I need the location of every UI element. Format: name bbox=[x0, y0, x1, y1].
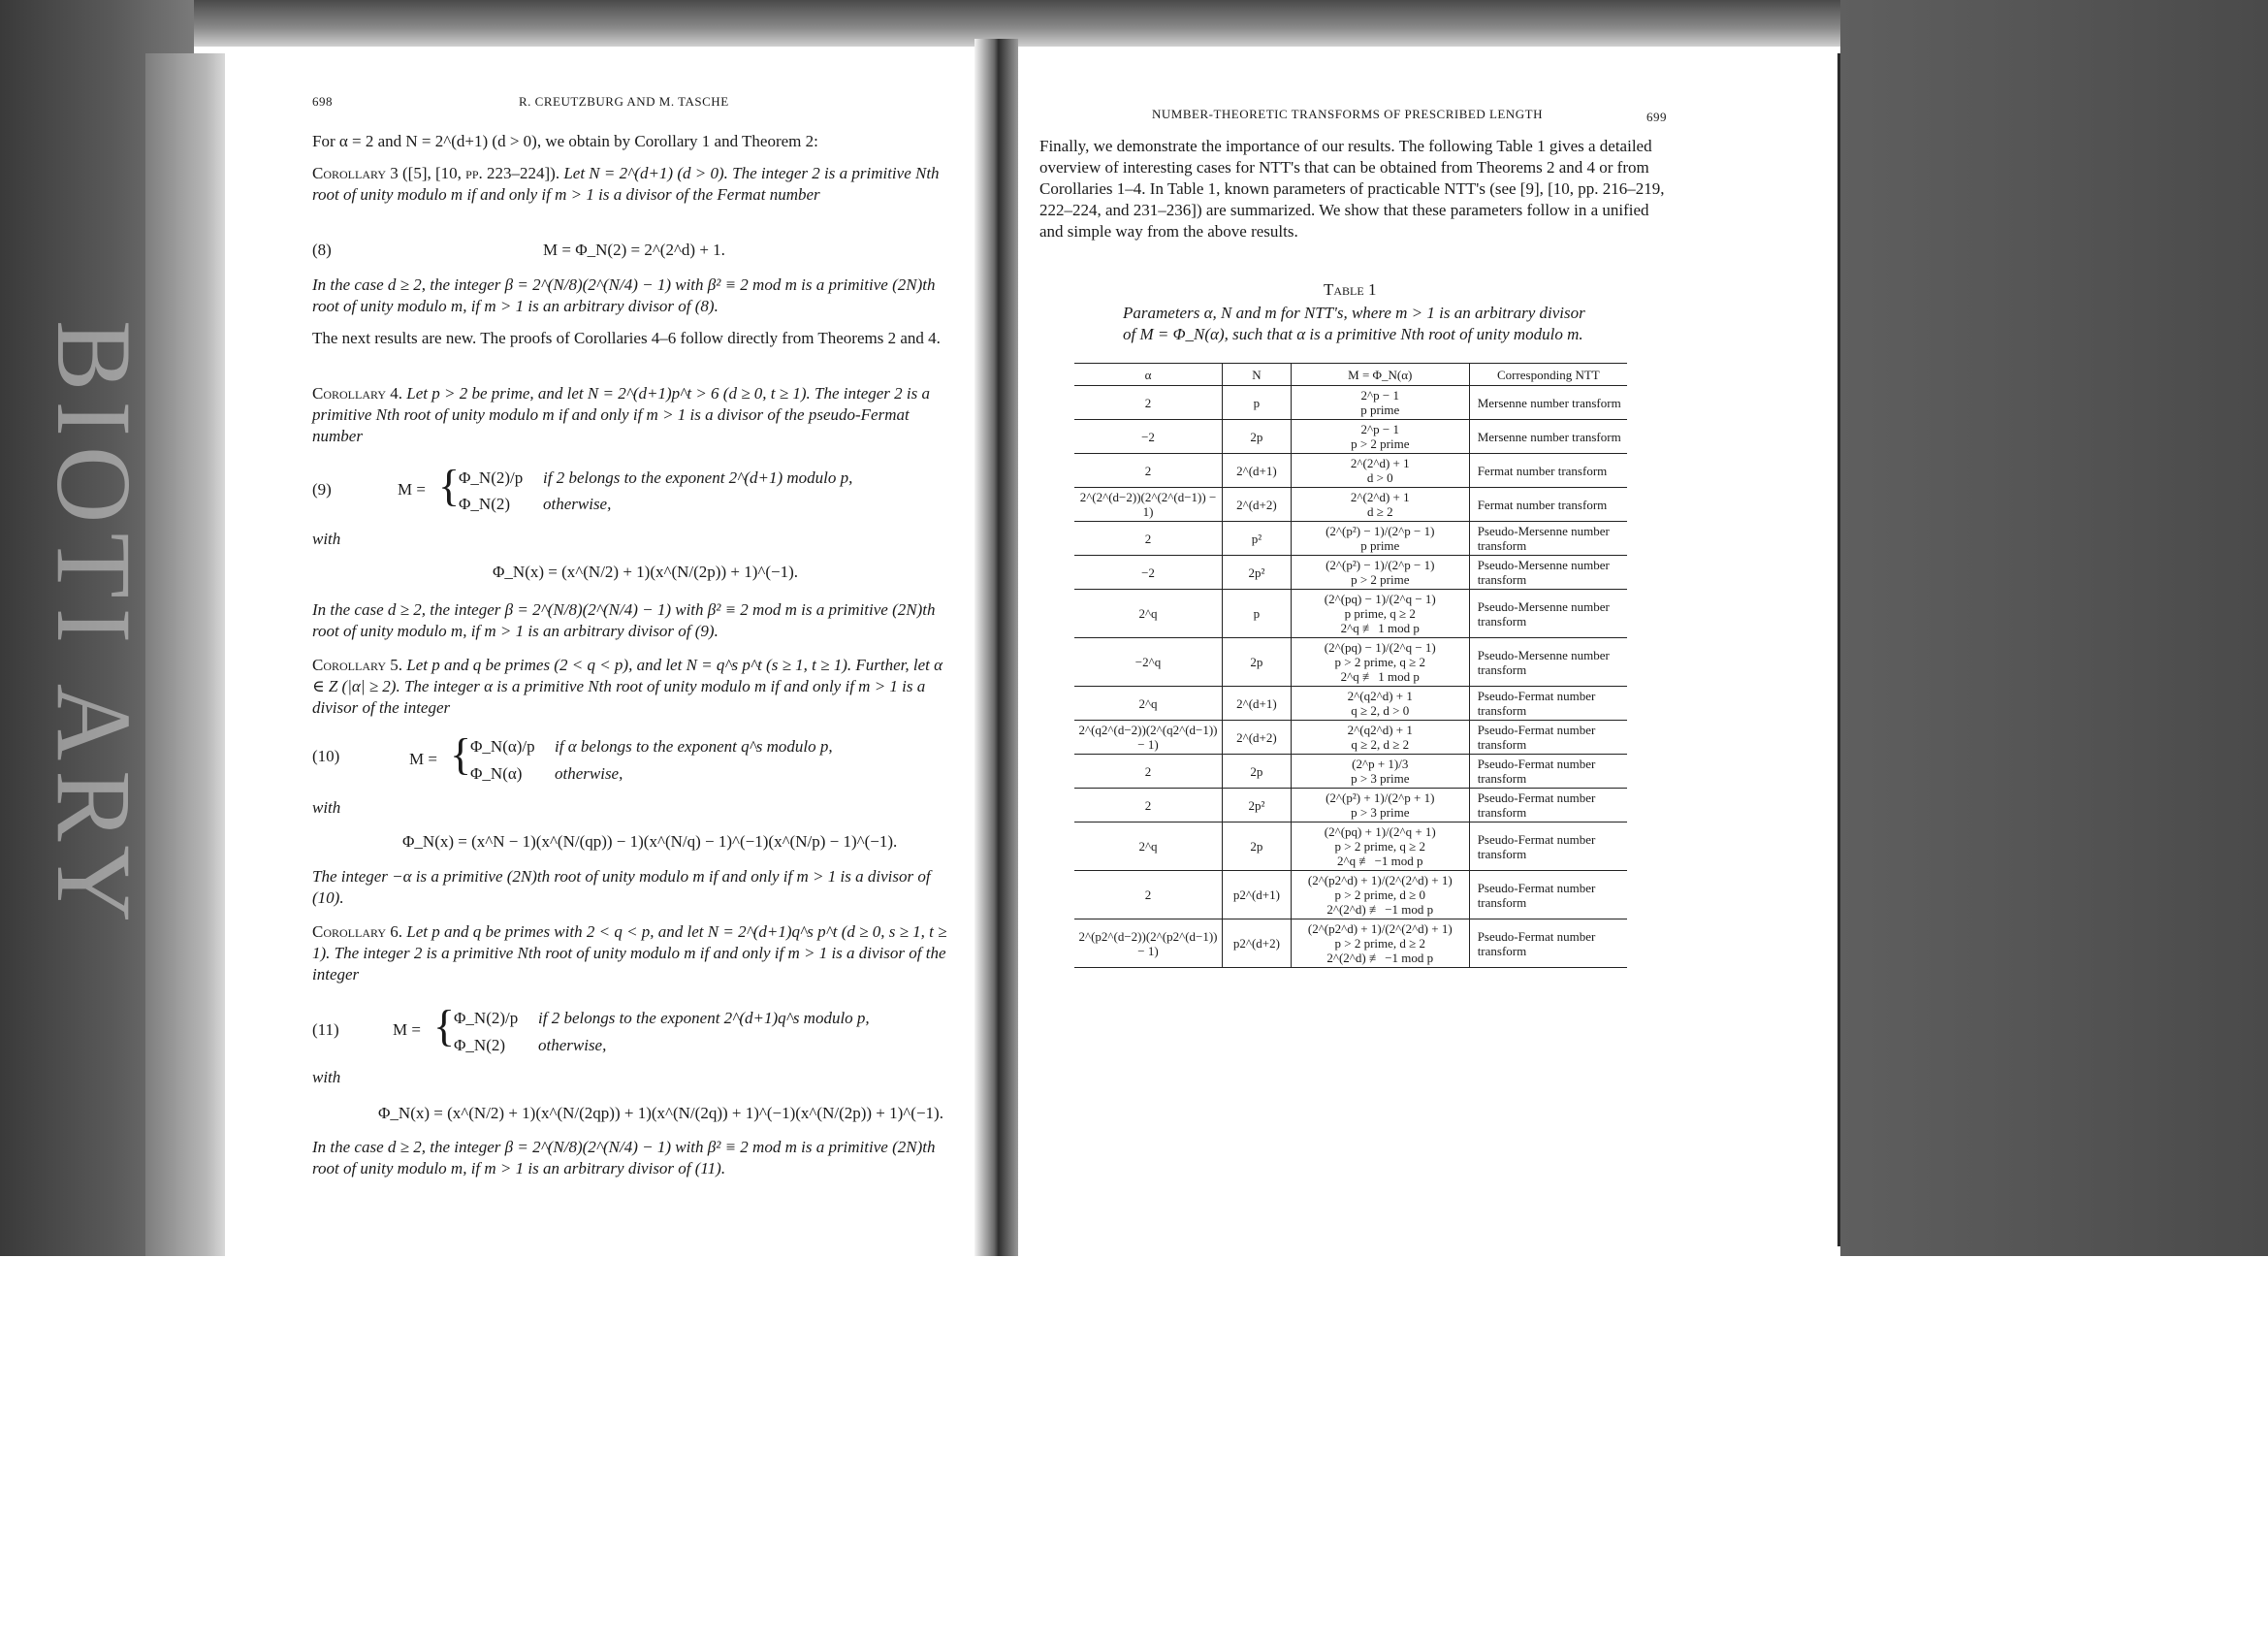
remark-after-10: The integer −α is a primitive (2N)th root of unity modulo m if and only if m > 1 is a divisor of (10). bbox=[312, 867, 931, 907]
cell-m-line: 2^p − 1 bbox=[1360, 388, 1399, 403]
column-header-n: N bbox=[1223, 364, 1292, 386]
cell-m-line: q ≥ 2, d > 0 bbox=[1351, 703, 1410, 718]
equation-9-case-2: Φ_N(2) bbox=[459, 495, 511, 513]
book-gutter bbox=[974, 39, 1018, 1256]
with-label-2: with bbox=[312, 798, 341, 817]
cell-n: 2^(d+1) bbox=[1223, 687, 1292, 721]
cell-ntt: Fermat number transform bbox=[1469, 488, 1627, 522]
cell-alpha: 2^(p2^(d−2))(2^(p2^(d−1)) − 1) bbox=[1074, 919, 1223, 968]
cell-alpha: 2 bbox=[1074, 789, 1223, 822]
cell-m bbox=[1291, 687, 1469, 721]
corollary-5-body: Let p and q be primes (2 < q < p), and let N = q^s p^t (s ≥ 1, t ≥ 1). Further, let α ∈ Z (|α| ≥ 2). The integer α is a primitive Nth root of unity modulo m if and only if m > 1 is a divisor of the integer bbox=[312, 656, 943, 717]
remark-after-8: In the case d ≥ 2, the integer β = 2^(N/8)(2^(N/4) − 1) with β² ≡ 2 mod m is a primitive (2N)th root of unity modulo m, if m > 1 is an arbitrary divisor of (8). bbox=[312, 275, 936, 315]
table-intro-paragraph: Finally, we demonstrate the importance of our results. The following Table 1 gives a detailed overview of interesting cases for NTT's that can be obtained from Theorems 2 and 4 or from Corollaries 1–4. In Table 1, known parameters of practicable NTT's (see [9], [10, pp. 216–219, 222–224, and 231–236]) are summarized. We show that these parameters follow in a unified and simple way from the above results. bbox=[1039, 137, 1665, 241]
cell-ntt: Pseudo-Fermat number transform bbox=[1469, 687, 1627, 721]
cell-n: 2p² bbox=[1223, 556, 1292, 590]
cell-n: 2^(d+1) bbox=[1223, 454, 1292, 488]
cell-m-line: 2^(2^d) + 1 bbox=[1350, 490, 1410, 504]
cell-m-line: 2^p − 1 bbox=[1360, 422, 1399, 436]
column-header-ntt: Corresponding NTT bbox=[1469, 364, 1627, 386]
cell-n: 2p² bbox=[1223, 789, 1292, 822]
with-label-3: with bbox=[312, 1068, 341, 1086]
cell-ntt: Pseudo-Fermat number transform bbox=[1469, 871, 1627, 919]
cell-m-line: 2^q ≢ −1 mod p bbox=[1337, 854, 1423, 868]
cell-m bbox=[1291, 789, 1469, 822]
equation-9-condition-2: otherwise, bbox=[543, 495, 612, 513]
cell-n: p2^(d+1) bbox=[1223, 871, 1292, 919]
cell-m bbox=[1291, 871, 1469, 919]
cell-n: 2p bbox=[1223, 755, 1292, 789]
cell-ntt: Fermat number transform bbox=[1469, 454, 1627, 488]
cell-m-line: p > 2 prime, d ≥ 2 bbox=[1334, 936, 1426, 951]
corollary-5-heading: Corollary 5. bbox=[312, 656, 403, 674]
cell-n: 2p bbox=[1223, 822, 1292, 871]
cell-alpha: 2 bbox=[1074, 871, 1223, 919]
cell-m bbox=[1291, 488, 1469, 522]
corollary-6 bbox=[312, 921, 947, 985]
table-row bbox=[1074, 789, 1627, 822]
cell-m bbox=[1291, 638, 1469, 687]
cell-m-line: p prime, q ≥ 2 bbox=[1344, 606, 1416, 621]
cell-m bbox=[1291, 420, 1469, 454]
cell-n: 2p bbox=[1223, 420, 1292, 454]
cell-m-line: (2^(pq) + 1)/(2^q + 1) bbox=[1324, 824, 1436, 839]
cell-m-line: 2^q ≢ 1 mod p bbox=[1340, 621, 1420, 635]
equation-11-case-1: Φ_N(2)/p bbox=[454, 1009, 519, 1027]
cell-m-line: (2^p + 1)/3 bbox=[1352, 757, 1409, 771]
intro-paragraph: For α = 2 and N = 2^(d+1) (d > 0), we obtain by Corollary 1 and Theorem 2: bbox=[312, 132, 818, 150]
cell-ntt: Pseudo-Fermat number transform bbox=[1469, 919, 1627, 968]
cell-alpha: 2 bbox=[1074, 522, 1223, 556]
cell-ntt: Pseudo-Fermat number transform bbox=[1469, 822, 1627, 871]
cell-m-line: p prime bbox=[1360, 538, 1400, 553]
cell-n: p² bbox=[1223, 522, 1292, 556]
cell-m-line: (2^(pq) − 1)/(2^q − 1) bbox=[1324, 592, 1436, 606]
table-row bbox=[1074, 386, 1627, 420]
right-page-edge bbox=[1837, 53, 1840, 1246]
cell-m bbox=[1291, 721, 1469, 755]
equation-10-phi: Φ_N(x) = (x^N − 1)(x^(N/(qp)) − 1)(x^(N/q) − 1)^(−1)(x^(N/p) − 1)^(−1). bbox=[402, 832, 898, 851]
table-row bbox=[1074, 822, 1627, 871]
equation-9-phi: Φ_N(x) = (x^(N/2) + 1)(x^(N/(2p)) + 1)^(−1). bbox=[493, 563, 798, 581]
running-head-right: NUMBER-THEORETIC TRANSFORMS OF PRESCRIBED LENGTH bbox=[1152, 107, 1543, 121]
table-row bbox=[1074, 721, 1627, 755]
equation-9-brace: { bbox=[438, 461, 461, 510]
equation-10-condition-2: otherwise, bbox=[555, 764, 623, 783]
corollary-6-body: Let p and q be primes with 2 < q < p, and let N = 2^(d+1)q^s p^t (d ≥ 0, s ≥ 1, t ≥ 1). The integer 2 is a primitive Nth root of unity modulo m if and only if m > 1 is a divisor of the integer bbox=[312, 922, 947, 984]
cell-alpha: −2 bbox=[1074, 556, 1223, 590]
table-row bbox=[1074, 556, 1627, 590]
cell-n: 2^(d+2) bbox=[1223, 488, 1292, 522]
equation-8-label: (8) bbox=[312, 241, 332, 259]
cell-m bbox=[1291, 590, 1469, 638]
cell-m bbox=[1291, 919, 1469, 968]
cell-alpha: 2 bbox=[1074, 755, 1223, 789]
equation-9-lhs: M = bbox=[398, 480, 426, 499]
cell-n: 2p bbox=[1223, 638, 1292, 687]
page-number-left: 698 bbox=[312, 94, 333, 109]
table-row bbox=[1074, 919, 1627, 968]
column-header-m: M = Φ_N(α) bbox=[1291, 364, 1469, 386]
equation-10-label: (10) bbox=[312, 747, 340, 765]
cell-m-line: (2^(pq) − 1)/(2^q − 1) bbox=[1324, 640, 1436, 655]
cell-m-line: p prime bbox=[1360, 403, 1400, 417]
equation-10-case-1: Φ_N(α)/p bbox=[470, 737, 535, 756]
corollary-3-heading: Corollary 3 ([5], [10, pp. 223–224]). bbox=[312, 164, 560, 182]
cell-m bbox=[1291, 454, 1469, 488]
cell-m-line: p > 2 prime, q ≥ 2 bbox=[1334, 655, 1426, 669]
cell-n: p2^(d+2) bbox=[1223, 919, 1292, 968]
table-row bbox=[1074, 687, 1627, 721]
corollary-4 bbox=[312, 383, 947, 447]
cell-n: p bbox=[1223, 386, 1292, 420]
page-edge-strip bbox=[145, 53, 233, 1256]
equation-11-condition-2: otherwise, bbox=[538, 1036, 607, 1054]
table-row bbox=[1074, 755, 1627, 789]
cell-m bbox=[1291, 386, 1469, 420]
equation-11-lhs: M = bbox=[393, 1020, 421, 1039]
equation-11-case-2: Φ_N(2) bbox=[454, 1036, 506, 1054]
cell-m bbox=[1291, 556, 1469, 590]
equation-9-label: (9) bbox=[312, 480, 332, 499]
cell-ntt: Pseudo-Mersenne number transform bbox=[1469, 556, 1627, 590]
cell-m-line: 2^(q2^d) + 1 bbox=[1347, 723, 1413, 737]
cell-m-line: d ≥ 2 bbox=[1366, 504, 1393, 519]
equation-10-brace: { bbox=[450, 729, 472, 779]
with-label-1: with bbox=[312, 530, 341, 548]
ntt-parameters-table bbox=[1074, 363, 1627, 968]
table-row bbox=[1074, 420, 1627, 454]
equation-11-label: (11) bbox=[312, 1020, 339, 1039]
table-row bbox=[1074, 522, 1627, 556]
cell-m bbox=[1291, 822, 1469, 871]
page-number-right: 699 bbox=[1646, 110, 1667, 124]
table-row bbox=[1074, 871, 1627, 919]
cell-ntt: Mersenne number transform bbox=[1469, 386, 1627, 420]
cell-alpha: 2^(q2^(d−2))(2^(q2^(d−1)) − 1) bbox=[1074, 721, 1223, 755]
cell-ntt: Pseudo-Fermat number transform bbox=[1469, 721, 1627, 755]
table-title: Table 1 bbox=[1324, 280, 1377, 299]
cell-alpha: 2 bbox=[1074, 386, 1223, 420]
cell-m-line: p > 2 prime, q ≥ 2 bbox=[1334, 839, 1426, 854]
cell-alpha: 2^q bbox=[1074, 687, 1223, 721]
cell-m-line: (2^(p2^d) + 1)/(2^(2^d) + 1) bbox=[1307, 873, 1453, 887]
cell-ntt: Mersenne number transform bbox=[1469, 420, 1627, 454]
cell-m-line: 2^(q2^d) + 1 bbox=[1347, 689, 1413, 703]
new-results-paragraph: The next results are new. The proofs of Corollaries 4–6 follow directly from Theorems 2 and 4. bbox=[312, 329, 941, 347]
equation-10-case-2: Φ_N(α) bbox=[470, 764, 523, 783]
cell-m-line: 2^(2^d) ≢ −1 mod p bbox=[1326, 902, 1434, 917]
cell-m-line: p > 2 prime bbox=[1351, 436, 1410, 451]
corollary-4-body: Let p > 2 be prime, and let N = 2^(d+1)p^t > 6 (d ≥ 0, t ≥ 1). The integer 2 is a primitive Nth root of unity modulo m if and only if m > 1 is a divisor of the pseudo-Fermat number bbox=[312, 384, 930, 445]
cell-ntt: Pseudo-Fermat number transform bbox=[1469, 755, 1627, 789]
cell-ntt: Pseudo-Fermat number transform bbox=[1469, 789, 1627, 822]
corollary-4-heading: Corollary 4. bbox=[312, 384, 403, 403]
spine-text: BIOTI ARY bbox=[35, 320, 153, 932]
corollary-6-heading: Corollary 6. bbox=[312, 922, 403, 941]
cell-m-line: (2^(p2^d) + 1)/(2^(2^d) + 1) bbox=[1307, 921, 1453, 936]
scan-right-edge bbox=[1840, 0, 2268, 1256]
column-header-alpha: α bbox=[1074, 364, 1223, 386]
equation-10-lhs: M = bbox=[409, 750, 437, 768]
remark-after-9: In the case d ≥ 2, the integer β = 2^(N/8)(2^(N/4) − 1) with β² ≡ 2 mod m is a primitive (2N)th root of unity modulo m, if m > 1 is an arbitrary divisor of (9). bbox=[312, 600, 936, 640]
table-row bbox=[1074, 488, 1627, 522]
equation-8: M = Φ_N(2) = 2^(2^d) + 1. bbox=[543, 241, 725, 259]
cell-m bbox=[1291, 755, 1469, 789]
equation-11-phi: Φ_N(x) = (x^(N/2) + 1)(x^(N/(2qp)) + 1)(x^(N/(2q)) + 1)^(−1)(x^(N/(2p)) + 1)^(−1). bbox=[378, 1104, 943, 1122]
cell-m-line: (2^(p²) − 1)/(2^p − 1) bbox=[1326, 558, 1435, 572]
equation-10-condition-1: if α belongs to the exponent q^s modulo p, bbox=[555, 737, 833, 756]
cell-alpha: 2^q bbox=[1074, 590, 1223, 638]
cell-alpha: 2^(2^(d−2))(2^(2^(d−1)) − 1) bbox=[1074, 488, 1223, 522]
cell-m-line: 2^q ≢ 1 mod p bbox=[1340, 669, 1420, 684]
cell-m-line: d > 0 bbox=[1366, 470, 1393, 485]
cell-m-line: q ≥ 2, d ≥ 2 bbox=[1351, 737, 1410, 752]
running-head-left: R. CREUTZBURG AND M. TASCHE bbox=[519, 94, 729, 109]
equation-11-condition-1: if 2 belongs to the exponent 2^(d+1)q^s modulo p, bbox=[538, 1009, 870, 1027]
cell-m-line: (2^(p²) + 1)/(2^p + 1) bbox=[1326, 790, 1435, 805]
cell-n: p bbox=[1223, 590, 1292, 638]
equation-11-brace: { bbox=[433, 1001, 456, 1050]
cell-m-line: (2^(p²) − 1)/(2^p − 1) bbox=[1326, 524, 1435, 538]
cell-m-line: p > 2 prime, d ≥ 0 bbox=[1334, 887, 1426, 902]
cell-m-line: 2^(2^d) ≢ −1 mod p bbox=[1326, 951, 1434, 965]
cell-m bbox=[1291, 522, 1469, 556]
table-header-row bbox=[1074, 364, 1627, 386]
remark-after-11: In the case d ≥ 2, the integer β = 2^(N/8)(2^(N/4) − 1) with β² ≡ 2 mod m is a primitive (2N)th root of unity modulo m, if m > 1 is an arbitrary divisor of (11). bbox=[312, 1138, 936, 1177]
cell-m-line: p > 3 prime bbox=[1351, 805, 1410, 820]
cell-alpha: 2^q bbox=[1074, 822, 1223, 871]
table-row bbox=[1074, 638, 1627, 687]
corollary-3 bbox=[312, 163, 947, 206]
corollary-5 bbox=[312, 655, 947, 719]
equation-9-case-1: Φ_N(2)/p bbox=[459, 468, 524, 487]
cell-ntt: Pseudo-Mersenne number transform bbox=[1469, 522, 1627, 556]
cell-m-line: p > 2 prime bbox=[1351, 572, 1410, 587]
cell-m-line: p > 3 prime bbox=[1351, 771, 1410, 786]
table-caption: Parameters α, N and m for NTT's, where m > 1 is an arbitrary divisor of M = Φ_N(α), such that α is a primitive Nth root of unity modulo m. bbox=[1123, 304, 1585, 343]
corollary-3-body: Let N = 2^(d+1) (d > 0). The integer 2 is a primitive Nth root of unity modulo m if and only if m > 1 is a divisor of the Fermat number bbox=[312, 164, 940, 204]
cell-ntt: Pseudo-Mersenne number transform bbox=[1469, 590, 1627, 638]
cell-alpha: −2^q bbox=[1074, 638, 1223, 687]
table-row bbox=[1074, 590, 1627, 638]
cell-alpha: −2 bbox=[1074, 420, 1223, 454]
cell-n: 2^(d+2) bbox=[1223, 721, 1292, 755]
cell-m-line: 2^(2^d) + 1 bbox=[1350, 456, 1410, 470]
equation-9-condition-1: if 2 belongs to the exponent 2^(d+1) modulo p, bbox=[543, 468, 853, 487]
cell-alpha: 2 bbox=[1074, 454, 1223, 488]
table-row bbox=[1074, 454, 1627, 488]
cell-ntt: Pseudo-Mersenne number transform bbox=[1469, 638, 1627, 687]
